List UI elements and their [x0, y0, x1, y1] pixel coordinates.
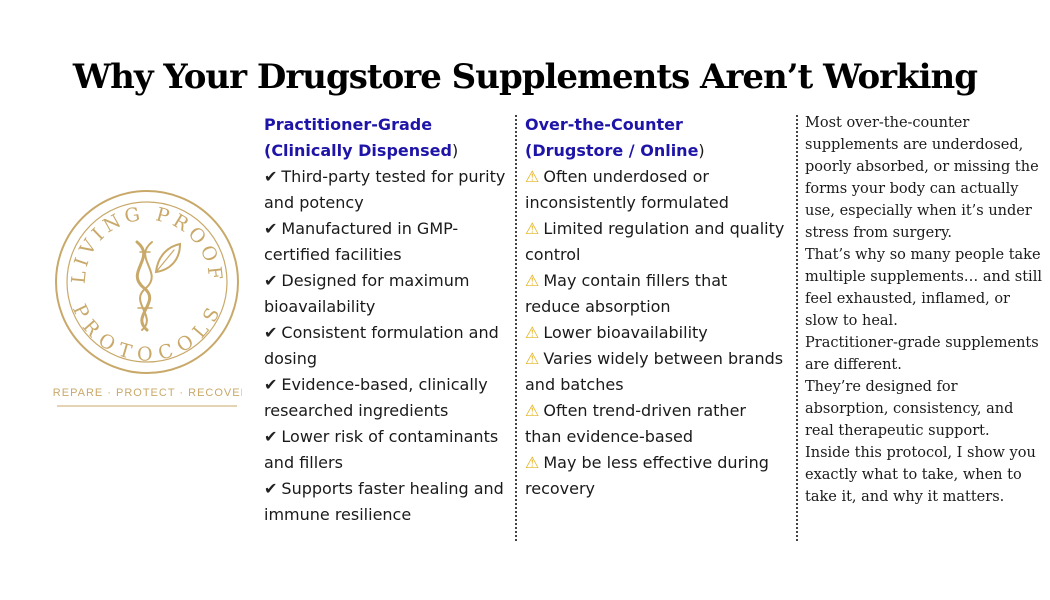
logo-tagline: PREPARE · PROTECT · RECOVER — [52, 387, 242, 399]
otc-heading-line2: (Drugstore / Online — [525, 141, 699, 160]
logo-ring-bottom-text: PROTOCOLS — [67, 300, 227, 366]
list-item-text: Often trend-driven rather than evidence-based — [525, 401, 746, 446]
practitioner-benefit-list — [264, 164, 514, 528]
dna-leaf-icon — [137, 242, 180, 330]
check-icon: ✔ — [264, 375, 278, 394]
otc-heading — [525, 112, 787, 164]
explanation-paragraph: Practitioner-grade supplements are different. — [805, 335, 1039, 373]
list-item-text: Limited regulation and quality control — [525, 219, 785, 264]
check-icon: ✔ — [264, 323, 278, 342]
logo-ring-top-text: LIVING PROOF — [67, 202, 227, 285]
list-item-text: May contain fillers that reduce absorption — [525, 271, 728, 316]
list-item-text: Varies widely between brands and batches — [525, 349, 784, 394]
explanation-paragraph: That’s why so many people take multiple supplements… and still feel exhausted, inflamed, or slow to heal. — [805, 247, 1042, 329]
list-item-text: Consistent formulation and dosing — [264, 323, 499, 368]
check-icon: ✔ — [264, 479, 278, 498]
list-item — [525, 164, 787, 216]
warning-icon: ⚠ — [525, 219, 540, 238]
list-item — [525, 216, 787, 268]
otc-heading-line2-wrap — [525, 138, 787, 164]
living-proof-protocols-logo — [52, 190, 242, 410]
list-item — [264, 216, 514, 268]
list-item — [525, 268, 787, 320]
practitioner-heading-line2: (Clinically Dispensed — [264, 141, 452, 160]
check-icon: ✔ — [264, 271, 278, 290]
list-item-text: May be less effective during recovery — [525, 453, 769, 498]
otc-heading-line1: Over-the-Counter — [525, 115, 683, 134]
warning-icon: ⚠ — [525, 167, 540, 186]
practitioner-heading-line2-wrap — [264, 138, 514, 164]
list-item — [525, 320, 787, 346]
warning-icon: ⚠ — [525, 401, 540, 420]
list-item — [264, 424, 514, 476]
page-title: Why Your Drugstore Supplements Aren’t Working — [72, 56, 978, 97]
practitioner-heading — [264, 112, 514, 164]
logo-emblem — [52, 190, 242, 410]
column-divider — [515, 115, 517, 541]
warning-icon: ⚠ — [525, 349, 540, 368]
warning-icon: ⚠ — [525, 453, 540, 472]
list-item — [264, 372, 514, 424]
check-icon: ✔ — [264, 219, 278, 238]
list-item-text: Third-party tested for purity and potency — [264, 167, 506, 212]
over-the-counter-column — [525, 112, 787, 502]
warning-icon: ⚠ — [525, 323, 540, 342]
list-item-text: Manufactured in GMP-certified facilities — [264, 219, 459, 264]
list-item — [525, 346, 787, 398]
list-item-text: Evidence-based, clinically researched ingredients — [264, 375, 488, 420]
list-item — [525, 450, 787, 502]
check-icon: ✔ — [264, 427, 278, 446]
list-item-text: Designed for maximum bioavailability — [264, 271, 470, 316]
otc-drawback-list — [525, 164, 787, 502]
list-item-text: Lower risk of contaminants and fillers — [264, 427, 499, 472]
practitioner-grade-column — [264, 112, 514, 528]
explanation-paragraph: Most over-the-counter supplements are underdosed, poorly absorbed, or missing the forms your body can actually use, especially when it’s under stress from surgery. — [805, 115, 1039, 241]
list-item-text: Supports faster healing and immune resilience — [264, 479, 504, 524]
list-item — [264, 320, 514, 372]
list-item — [264, 268, 514, 320]
explanation-column — [805, 112, 1045, 508]
list-item-text: Lower bioavailability — [543, 323, 708, 342]
column-divider — [796, 115, 798, 541]
warning-icon: ⚠ — [525, 271, 540, 290]
otc-heading-paren: ) — [698, 141, 705, 160]
explanation-paragraph: Inside this protocol, I show you exactly what to take, when to take it, and why it matters. — [805, 445, 1036, 505]
practitioner-heading-line1: Practitioner-Grade — [264, 115, 433, 134]
explanation-paragraph: They’re designed for absorption, consistency, and real therapeutic support. — [805, 379, 1014, 439]
list-item — [264, 476, 514, 528]
practitioner-heading-paren: ) — [451, 141, 459, 160]
list-item — [525, 398, 787, 450]
check-icon: ✔ — [264, 167, 278, 186]
list-item — [264, 164, 514, 216]
list-item-text: Often underdosed or inconsistently formulated — [525, 167, 729, 212]
